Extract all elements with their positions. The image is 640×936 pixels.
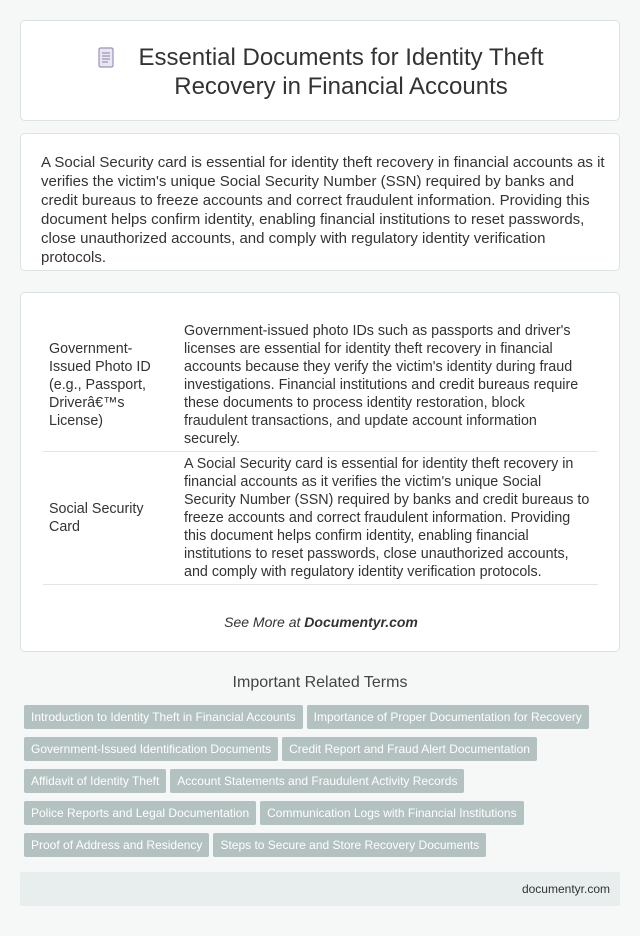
document-description: Government-issued photo IDs such as passports and driver's licenses are essential for identity theft recovery in financial accounts because they verify the victim's identity during fraud investigations. Financial institutions and credit bureaus require these documents to process identity restoration, block fraudulent transactions, and update account information securely.: [178, 319, 598, 452]
table-row: [43, 319, 598, 452]
see-more-link[interactable]: [21, 614, 621, 630]
related-term-tag[interactable]: Police Reports and Legal Documentation: [24, 801, 256, 825]
summary-card: [20, 133, 620, 271]
related-term-tag[interactable]: Introduction to Identity Theft in Financial Accounts: [24, 705, 303, 729]
related-term-tag[interactable]: Credit Report and Fraud Alert Documentation: [282, 737, 537, 761]
related-term-tag[interactable]: Affidavit of Identity Theft: [24, 769, 166, 793]
footer: [20, 872, 620, 906]
related-term-tag[interactable]: Account Statements and Fraudulent Activity Records: [170, 769, 464, 793]
document-icon: [97, 46, 115, 70]
see-more-prefix: See More at: [224, 614, 305, 630]
title-wrap: [21, 43, 621, 101]
related-term-tag[interactable]: Communication Logs with Financial Institutions: [260, 801, 523, 825]
document-name: Social Security Card: [43, 452, 178, 585]
see-more-site[interactable]: Documentyr.com: [304, 614, 418, 630]
related-term-tag[interactable]: Steps to Secure and Store Recovery Documents: [213, 833, 486, 857]
header-card: [20, 20, 620, 121]
documents-card: [20, 292, 620, 652]
tag-row: [24, 801, 624, 833]
related-term-tag[interactable]: Government-Issued Identification Documents: [24, 737, 278, 761]
related-terms-heading: Important Related Terms: [232, 674, 408, 691]
tag-row: [24, 737, 624, 769]
tag-row: [24, 705, 624, 737]
page-title: Essential Documents for Identity Theft Recovery in Financial Accounts: [138, 44, 544, 100]
tag-row: [24, 833, 624, 865]
table-row: [43, 452, 598, 585]
related-terms-list: [24, 705, 624, 865]
summary-text: A Social Security card is essential for identity theft recovery in financial accounts as it verifies the victim's unique Social Security Number (SSN) required by banks and credit bureaus to freeze accounts and correct fraudulent information. Providing this document helps confirm identity, enabling financial institutions to reset passwords, close unauthorized accounts, and comply with regulatory identity verification protocols.: [41, 154, 605, 266]
related-term-tag[interactable]: Importance of Proper Documentation for Recovery: [307, 705, 589, 729]
document-description: A Social Security card is essential for identity theft recovery in financial accounts as it verifies the victim's unique Social Security Number (SSN) required by banks and credit bureaus to freeze accounts and correct fraudulent information. Providing this document helps confirm identity, enabling financial institutions to reset passwords, close unauthorized accounts, and comply with regulatory identity verification protocols.: [178, 452, 598, 585]
document-name: Government-Issued Photo ID (e.g., Passport, Driverâ€™s License): [43, 319, 178, 452]
footer-site[interactable]: documentyr.com: [521, 882, 610, 896]
tag-row: [24, 769, 624, 801]
related-term-tag[interactable]: Proof of Address and Residency: [24, 833, 209, 857]
documents-table: [43, 319, 598, 585]
